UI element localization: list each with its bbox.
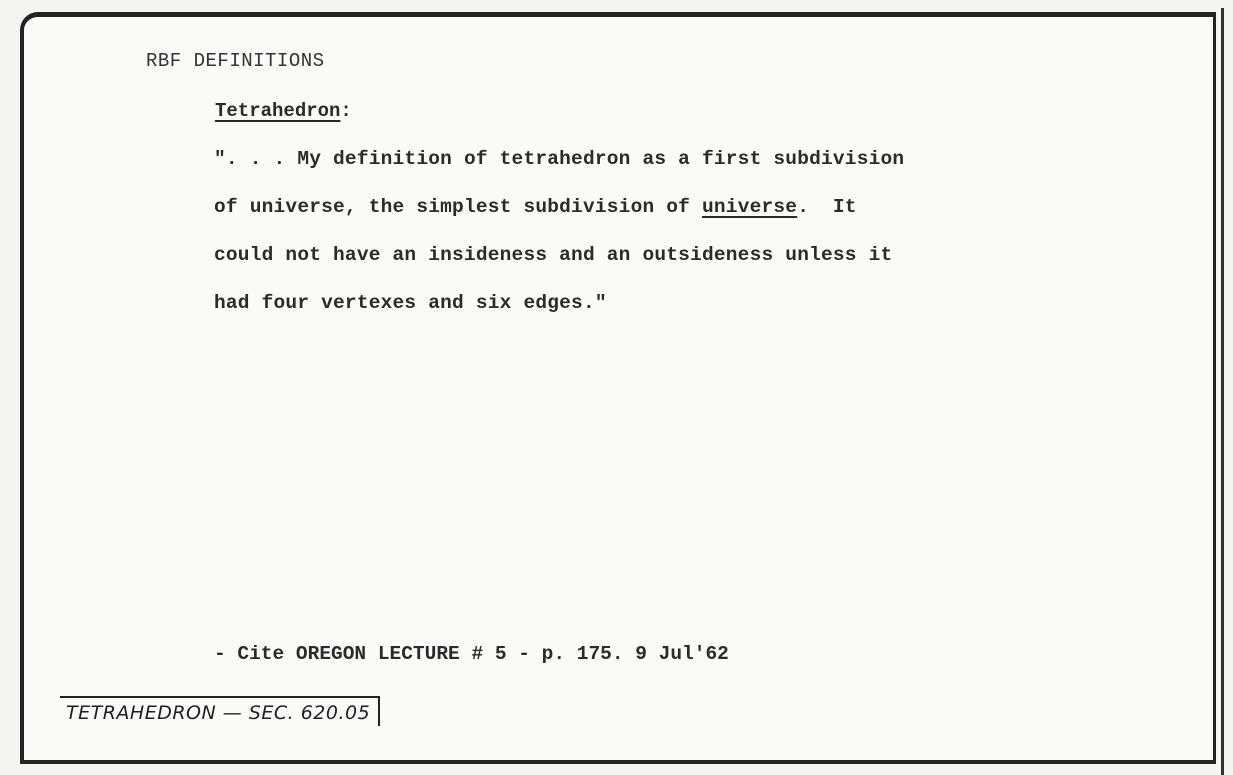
quote-line-1: ". . . My definition of tetrahedron as a first subdivision xyxy=(214,148,905,170)
quote-line-2-start: of universe, the simplest subdivision of xyxy=(214,196,702,218)
quote-line-2-end: . It xyxy=(797,196,857,218)
card-edge xyxy=(1221,8,1224,775)
citation: - Cite OREGON LECTURE # 5 - p. 175. 9 Jul'62 xyxy=(214,643,729,665)
card-heading: RBF DEFINITIONS xyxy=(146,50,325,72)
handwritten-section-note: TETRAHEDRON — SEC. 620.05 xyxy=(60,696,380,726)
quote-line-2 xyxy=(214,196,857,218)
definition-term xyxy=(215,100,352,122)
underlined-word: universe xyxy=(701,196,798,218)
term-label: Tetrahedron xyxy=(215,100,341,122)
quote-line-4: had four vertexes and six edges." xyxy=(214,292,607,314)
term-colon: : xyxy=(340,100,352,122)
quote-line-3: could not have an insideness and an outsideness unless it xyxy=(214,244,893,266)
